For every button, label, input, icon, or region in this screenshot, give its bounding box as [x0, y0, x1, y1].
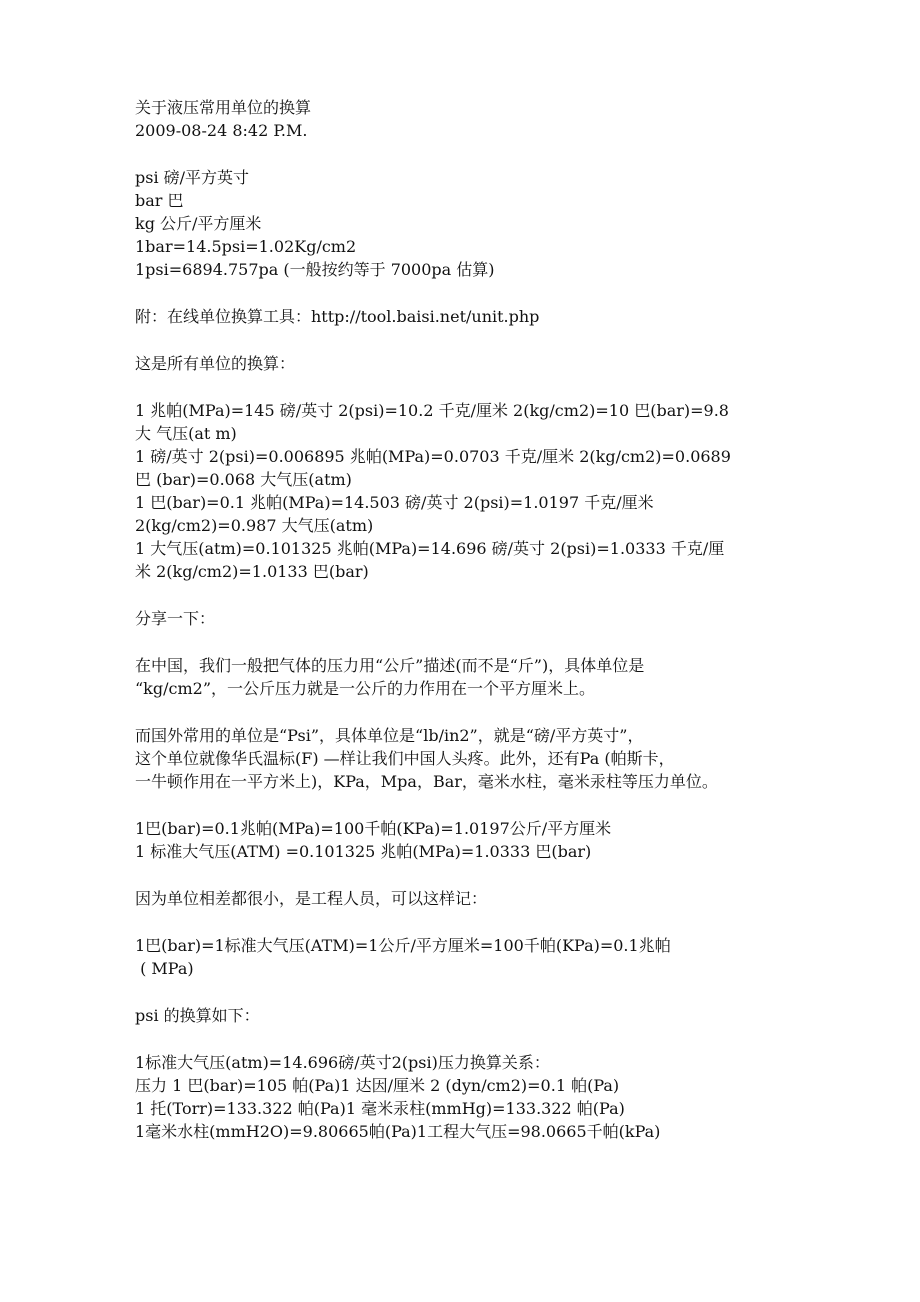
conversion-line: 大 气压(at m) [135, 424, 237, 443]
china-paragraph-line: 在中国，我们一般把气体的压力用“公斤”描述(而不是“斤”)，具体单位是 [135, 656, 645, 675]
china-paragraph-line: “kg/cm2”，一公斤压力就是一公斤的力作用在一个平方厘米上。 [135, 679, 596, 698]
psi-heading: psi 的换算如下： [135, 1006, 260, 1025]
unit-line: 1bar=14.5psi=1.02Kg/cm2 [135, 237, 357, 256]
all-conversions-heading: 这是所有单位的换算： [135, 354, 296, 373]
doc-datetime: 2009-08-24 8:42 P.M. [135, 121, 308, 140]
tool-link-line: 附：在线单位换算工具：http://tool.baisi.net/unit.php [135, 307, 540, 326]
foreign-paragraph-line: 而国外常用的单位是“Psi”，具体单位是“lb/in2”，就是“磅/平方英寸”， [135, 726, 644, 745]
psi-line: 压力 1 巴(bar)=105 帕(Pa)1 达因/厘米 2 (dyn/cm2)=0.1 帕(Pa) [135, 1076, 620, 1095]
conversion-line: 1 磅/英寸 2(psi)=0.006895 兆帕(MPa)=0.0703 千克/厘米 2(kg/cm2)=0.0689 [135, 447, 731, 466]
unit-line: bar 巴 [135, 191, 184, 210]
psi-line: 1 托(Torr)=133.322 帕(Pa)1 毫米汞柱(mmHg)=133.322 帕(Pa) [135, 1099, 625, 1118]
conversion-line: 1 巴(bar)=0.1 兆帕(MPa)=14.503 磅/英寸 2(psi)=1.0197 千克/厘米 [135, 493, 654, 512]
memo-line: ( MPa) [135, 959, 194, 978]
unit-line: kg 公斤/平方厘米 [135, 214, 262, 233]
conversion-line: 1 大气压(atm)=0.101325 兆帕(MPa)=14.696 磅/英寸 2(psi)=1.0333 千克/厘 [135, 539, 725, 558]
share-heading: 分享一下： [135, 609, 216, 628]
bar-conversion-line: 1巴(bar)=0.1兆帕(MPa)=100千帕(KPa)=1.0197公斤/平方厘米 [135, 819, 612, 838]
psi-line: 1标准大气压(atm)=14.696磅/英寸2(psi)压力换算关系： [135, 1053, 550, 1072]
conversion-line: 米 2(kg/cm2)=1.0133 巴(bar) [135, 562, 369, 581]
foreign-paragraph-line: 一牛顿作用在一平方米上)，KPa，Mpa，Bar，毫米水柱，毫米汞柱等压力单位。 [135, 772, 718, 791]
engineer-note: 因为单位相差都很小，是工程人员，可以这样记： [135, 889, 488, 908]
foreign-paragraph-line: 这个单位就像华氏温标(F) —样让我们中国人头疼。此外，还有Pa (帕斯卡， [135, 749, 675, 768]
memo-line: 1巴(bar)=1标准大气压(ATM)=1公斤/平方厘米=100千帕(KPa)=0.1兆帕 [135, 936, 671, 955]
conversion-line: 巴 (bar)=0.068 大气压(atm) [135, 470, 352, 489]
unit-line: psi 磅/平方英寸 [135, 168, 250, 187]
psi-line: 1毫米水柱(mmH2O)=9.80665帕(Pa)1工程大气压=98.0665千帕(kPa) [135, 1122, 661, 1141]
conversion-line: 1 兆帕(MPa)=145 磅/英寸 2(psi)=10.2 千克/厘米 2(kg/cm2)=10 巴(bar)=9.8 [135, 401, 729, 420]
conversion-line: 2(kg/cm2)=0.987 大气压(atm) [135, 516, 374, 535]
doc-title: 关于液压常用单位的换算 [135, 98, 312, 117]
unit-line: 1psi=6894.757pa (一般按约等于 7000pa 估算) [135, 260, 495, 279]
document-body [135, 96, 795, 1143]
bar-conversion-line: 1 标准大气压(ATM) =0.101325 兆帕(MPa)=1.0333 巴(bar) [135, 842, 592, 861]
